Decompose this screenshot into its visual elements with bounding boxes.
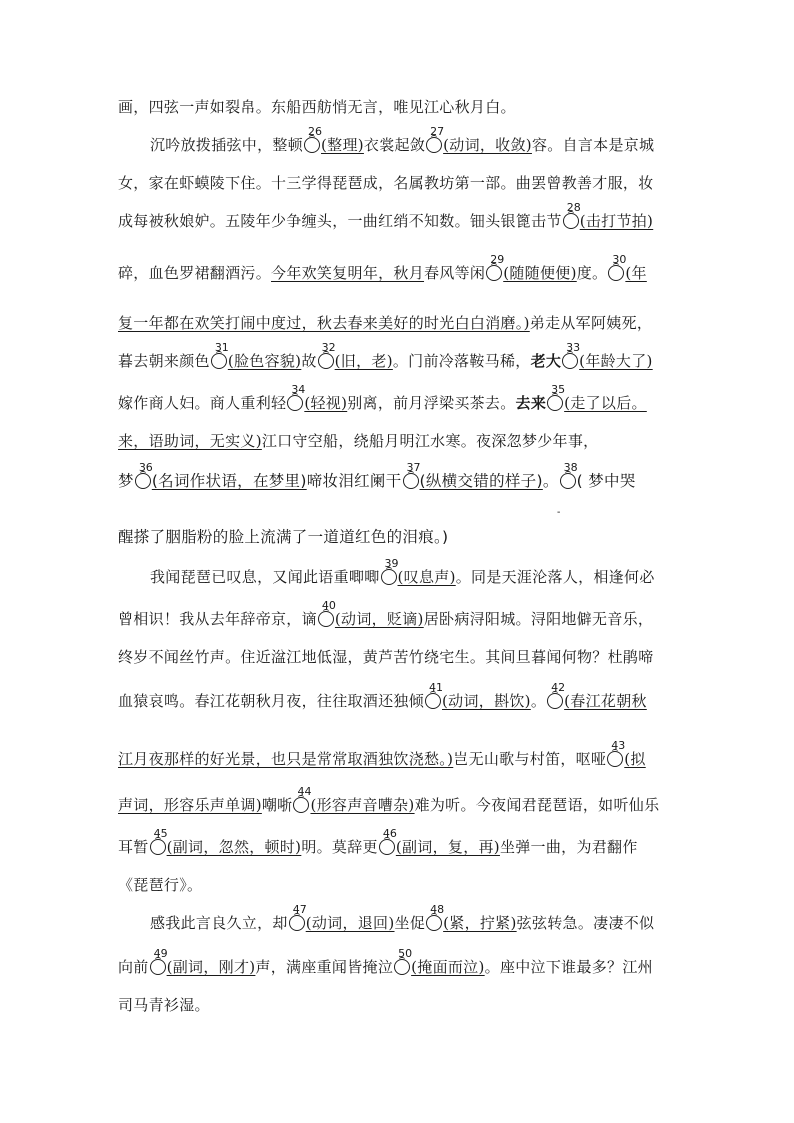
annotation-marker-icon: 31 bbox=[211, 353, 227, 369]
text-line bbox=[118, 646, 678, 668]
annotation-note: (年 bbox=[625, 264, 647, 282]
text-segment: 。同是天涯沦落人，相逢何必 bbox=[455, 568, 655, 586]
text-segment: 明。莫辞更 bbox=[301, 838, 378, 856]
annotation-note: 复一年都在欢笑打闹中度过，秋去春来美好的时光白白消磨。) bbox=[118, 314, 530, 332]
text-segment: 碎，血色罗裙翻酒污。 bbox=[118, 264, 272, 282]
text-segment: 难为听。今夜闻君琵琶语，如听仙乐 bbox=[414, 796, 660, 814]
text-segment: 弦弦转急。凄凄不似 bbox=[516, 914, 655, 932]
annotation-marker-icon: 29 bbox=[486, 265, 502, 281]
annotation-note: (动词，斟饮) bbox=[442, 692, 531, 710]
text-segment: 。 bbox=[530, 692, 547, 710]
stray-mark: - bbox=[557, 507, 561, 518]
annotation-marker-icon: 33 bbox=[562, 353, 578, 369]
annotation-marker-icon: 32 bbox=[318, 353, 334, 369]
text-segment: 坐弹一曲，为君翻作 bbox=[499, 838, 638, 856]
annotation-note: (动词，贬谪) bbox=[334, 610, 424, 628]
annotation-marker-icon: 34 bbox=[287, 395, 303, 411]
text-line bbox=[118, 461, 678, 492]
annotation-note: (副词，复，再) bbox=[395, 838, 500, 856]
annotation-note: (掩面而泣) bbox=[411, 958, 485, 976]
text-segment: 度。 bbox=[576, 264, 608, 282]
annotation-note: (拟 bbox=[624, 750, 646, 768]
annotation-note: (动词，收敛) bbox=[443, 136, 532, 154]
text-segment: 居卧病浔阳城。浔阳地僻无音乐， bbox=[423, 610, 654, 628]
annotation-note: (年龄大了) bbox=[579, 352, 653, 370]
annotation-note: 声词，形容乐声单调) bbox=[118, 796, 262, 814]
annotation-note: (动词，退回) bbox=[305, 914, 395, 932]
annotation-note: (副词，刚才) bbox=[166, 958, 256, 976]
text-segment: 弟走从军阿姨死， bbox=[529, 314, 653, 332]
text-segment: 。 bbox=[542, 472, 559, 490]
annotation-marker-icon: 39 bbox=[381, 569, 397, 585]
text-segment: 终岁不闻丝竹声。住近湓江地低湿，黄芦苦竹绕宅生。其间旦暮闻何物？杜鹃啼 bbox=[118, 648, 654, 666]
text-segment: 别离，前月浮梁买茶去。 bbox=[347, 394, 516, 412]
annotation-note: (副词，忽然，顿时) bbox=[166, 838, 302, 856]
text-segment: 向前 bbox=[118, 958, 149, 976]
text-segment: 岂无山歌与村笛，呕哑 bbox=[453, 750, 607, 768]
text-segment: 女，家在虾蟆陵下住。十三学得琵琶成，名属教坊第一部。曲罢曾教善才服，妆 bbox=[118, 174, 654, 192]
annotation-note: 来，语助词，无实义) bbox=[118, 432, 262, 450]
text-segment: 成每被秋娘妒。五陵年少争缠头，一曲红绡不知数。钿头银篦击节 bbox=[118, 212, 562, 230]
text-segment: 。门前冷落鞍马稀， bbox=[392, 352, 531, 370]
text-line bbox=[118, 526, 678, 548]
annotation-note: 今年欢笑复明年，秋月 bbox=[271, 264, 425, 282]
annotation-marker-icon: 50 bbox=[394, 959, 410, 975]
text-segment: 声，满座重闻皆掩泣 bbox=[255, 958, 394, 976]
text-segment: 耳暂 bbox=[118, 838, 149, 856]
text-segment: 梦 bbox=[118, 472, 134, 490]
annotation-note: (纵横交错的样子) bbox=[419, 472, 543, 490]
text-line bbox=[118, 785, 678, 816]
annotation-marker-icon: 46 bbox=[379, 839, 395, 855]
text-line bbox=[118, 994, 678, 1016]
annotation-note: (叹息声) bbox=[397, 568, 456, 586]
annotation-note: (旧，老) bbox=[334, 352, 393, 370]
text-segment: ( 梦中哭 bbox=[576, 472, 636, 490]
annotation-note: (轻视) bbox=[304, 394, 348, 412]
annotation-marker-icon: 42 bbox=[547, 693, 563, 709]
annotation-marker-icon: 28 bbox=[563, 213, 579, 229]
annotation-note: (随随便便) bbox=[503, 264, 577, 282]
annotation-marker-icon: 47 bbox=[289, 915, 305, 931]
text-line bbox=[118, 201, 678, 232]
annotation-note: (走了以后。 bbox=[564, 394, 647, 412]
annotation-marker-icon: 30 bbox=[608, 265, 624, 281]
text-line bbox=[118, 739, 678, 770]
annotation-marker-icon: 36 bbox=[135, 473, 151, 489]
text-segment: 《琵琶行》。 bbox=[118, 876, 203, 894]
text-segment: 醒搽了胭脂粉的脸上流满了一道道红色的泪痕。) bbox=[118, 528, 449, 546]
text-segment: 独倾 bbox=[393, 692, 425, 710]
text-segment: 感我此言良久立，却 bbox=[150, 914, 288, 932]
annotation-marker-icon: 38 bbox=[560, 473, 576, 489]
text-segment: 容。自言本是京城 bbox=[531, 136, 655, 154]
annotation-note: (击打节拍) bbox=[579, 212, 654, 230]
annotation-note: (紧，拧紧) bbox=[443, 914, 517, 932]
text-segment: 衣裳起敛 bbox=[363, 136, 426, 154]
text-segment: 故 bbox=[301, 352, 317, 370]
text-line bbox=[118, 172, 678, 194]
text-segment: 去来 bbox=[515, 394, 547, 412]
text-line bbox=[118, 681, 678, 712]
text-line bbox=[118, 599, 678, 630]
text-segment: 坐促 bbox=[394, 914, 426, 932]
text-line bbox=[118, 874, 678, 896]
text-line bbox=[118, 947, 678, 978]
text-segment: 啼妆泪红阑干 bbox=[306, 472, 402, 490]
text-segment: 画，四弦一声如裂帛。东船西舫悄无言，唯见江心秋月白。 bbox=[118, 98, 516, 116]
text-line bbox=[118, 383, 678, 414]
annotation-marker-icon: 45 bbox=[150, 839, 166, 855]
annotation-note: (春江花朝秋 bbox=[564, 692, 647, 710]
text-segment: 我闻琵琶已叹息，又闻此语重唧唧 bbox=[150, 568, 380, 586]
annotation-marker-icon: 43 bbox=[607, 751, 623, 767]
text-line bbox=[118, 430, 678, 452]
annotation-note: (整理) bbox=[321, 136, 364, 154]
text-segment: 沉吟放拨插弦中，整顿 bbox=[150, 136, 304, 154]
annotation-marker-icon: 35 bbox=[547, 395, 563, 411]
annotation-marker-icon: 26 bbox=[304, 137, 320, 153]
text-segment: 春风等闲 bbox=[424, 264, 486, 282]
annotation-note: (脸色容貌) bbox=[227, 352, 302, 370]
text-line bbox=[118, 253, 678, 284]
annotation-marker-icon: 49 bbox=[150, 959, 166, 975]
text-segment: 司马青衫湿。 bbox=[118, 996, 210, 1014]
text-line bbox=[150, 903, 710, 934]
text-segment: 老大 bbox=[530, 352, 562, 370]
text-line bbox=[118, 96, 678, 118]
annotation-note: (名词作状语，在梦里) bbox=[151, 472, 307, 490]
text-segment: 曾相识！我从去年辞帝京，谪 bbox=[118, 610, 317, 628]
annotation-note: (形容声音嘈杂) bbox=[310, 796, 415, 814]
text-segment: 嘲哳 bbox=[261, 796, 293, 814]
text-segment: 嫁作商人妇。商人重利轻 bbox=[118, 394, 287, 412]
text-line bbox=[118, 312, 678, 334]
annotation-marker-icon: 48 bbox=[426, 915, 442, 931]
annotation-note: 江月夜那样的好光景，也只是常常取酒独饮浇愁。) bbox=[118, 750, 454, 768]
annotation-marker-icon: 27 bbox=[426, 137, 442, 153]
text-line bbox=[118, 341, 678, 372]
text-segment: 血猿哀鸣。春江花朝秋月夜，往往取酒还 bbox=[118, 692, 394, 710]
annotation-marker-icon: 37 bbox=[403, 473, 419, 489]
text-segment: 暮去朝来颜色 bbox=[118, 352, 210, 370]
annotation-marker-icon: 41 bbox=[425, 693, 441, 709]
text-line bbox=[150, 125, 710, 156]
text-segment: 江口守空船，绕船月明江水寒。夜深忽梦少年事， bbox=[261, 432, 599, 450]
annotation-marker-icon: 40 bbox=[318, 611, 334, 627]
annotation-marker-icon: 44 bbox=[293, 797, 309, 813]
text-segment: 。座中泣下谁最多？江州 bbox=[484, 958, 653, 976]
text-line bbox=[150, 557, 710, 588]
text-line bbox=[118, 827, 678, 858]
